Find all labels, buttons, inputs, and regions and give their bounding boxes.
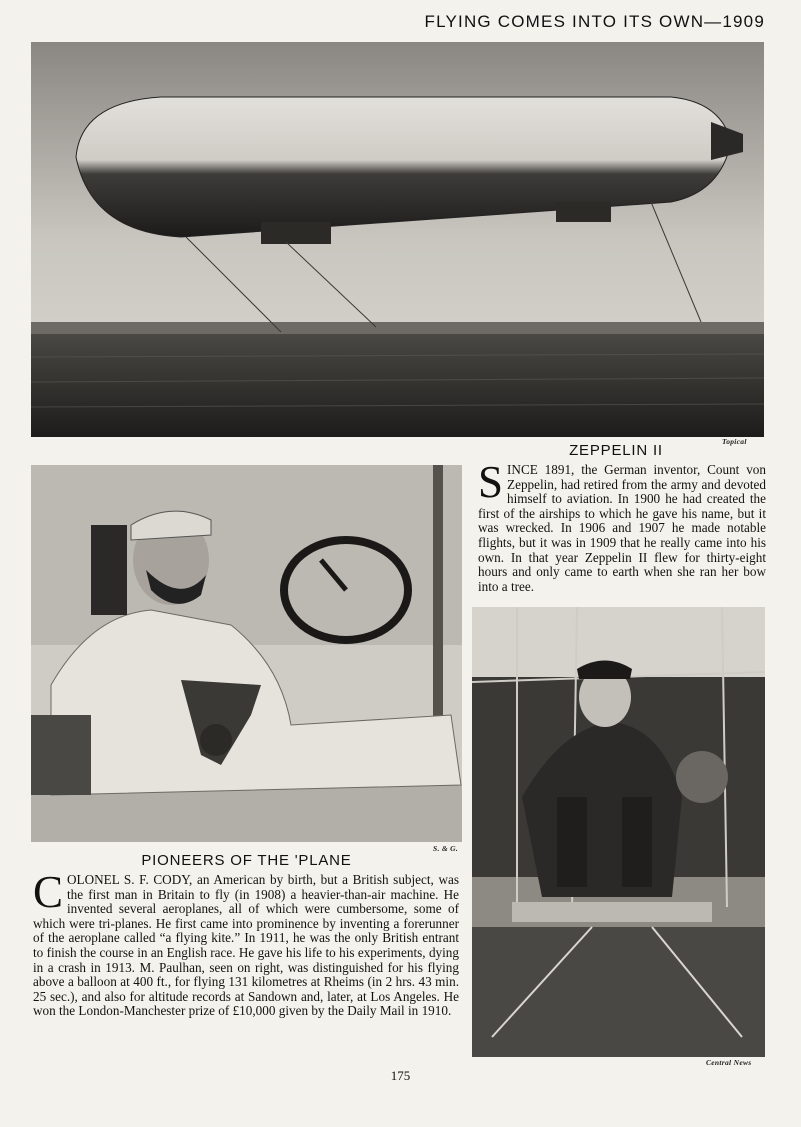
dropcap-s: S bbox=[478, 457, 504, 507]
zeppelin-caption-title: ZEPPELIN II bbox=[569, 442, 663, 459]
cody-body-text: OLONEL S. F. CODY, an American by birth, but a British subject, was the first man in Britain to fly (in 1908) a heavier-than-air machine. He invented several aeroplanes, all of which were cumbersome, some of which were tri-planes. He first came into prominence by inventing a forerunner of the aeroplane called “a flying kite.” In 1911, he was the only British entrant to finish the course in an English race. He gave his life to his experiments, dying in a crash in 1913. M. Paulhan, seen on right, was distinguished for his flying above a balloon at 400 ft., for flying 131 kilometres at Rheims (in 2 hrs. 43 min. 25 sec.), and also for altitude records at Sandown and, later, at Los Angeles. He won the London-Manchester prize of £10,000 given by the Daily Mail in 1910. bbox=[33, 872, 459, 1019]
page-number: 175 bbox=[390, 1068, 411, 1083]
zeppelin-caption-body bbox=[478, 457, 766, 594]
paulhan-photo bbox=[472, 607, 765, 1057]
cody-caption-title: PIONEERS OF THE 'PLANE bbox=[141, 852, 352, 869]
photo-credit-topical: Topical bbox=[722, 437, 747, 446]
cody-caption-body bbox=[33, 867, 459, 1019]
photo-credit-central-news: Central News bbox=[706, 1058, 752, 1067]
zeppelin-body-text: INCE 1891, the German inventor, Count von Zeppelin, had retired from the army and devoted himself to aviation. In 1900 he had created the first of the airships to which he gave his name, but it was wrecked. In 1906 and 1907 he made notable flights, but it was in 1909 that he really came into his own. In that year Zeppelin II flew for thirty-eight hours and only came to earth when she ran her bow into a tree. bbox=[478, 462, 766, 594]
photo-credit-sg: S. & G. bbox=[433, 844, 459, 853]
zeppelin-photo bbox=[31, 42, 764, 437]
running-title: FLYING COMES INTO ITS OWN—1909 bbox=[424, 12, 765, 31]
dropcap-c: C bbox=[33, 867, 64, 917]
cody-photo bbox=[31, 465, 462, 842]
